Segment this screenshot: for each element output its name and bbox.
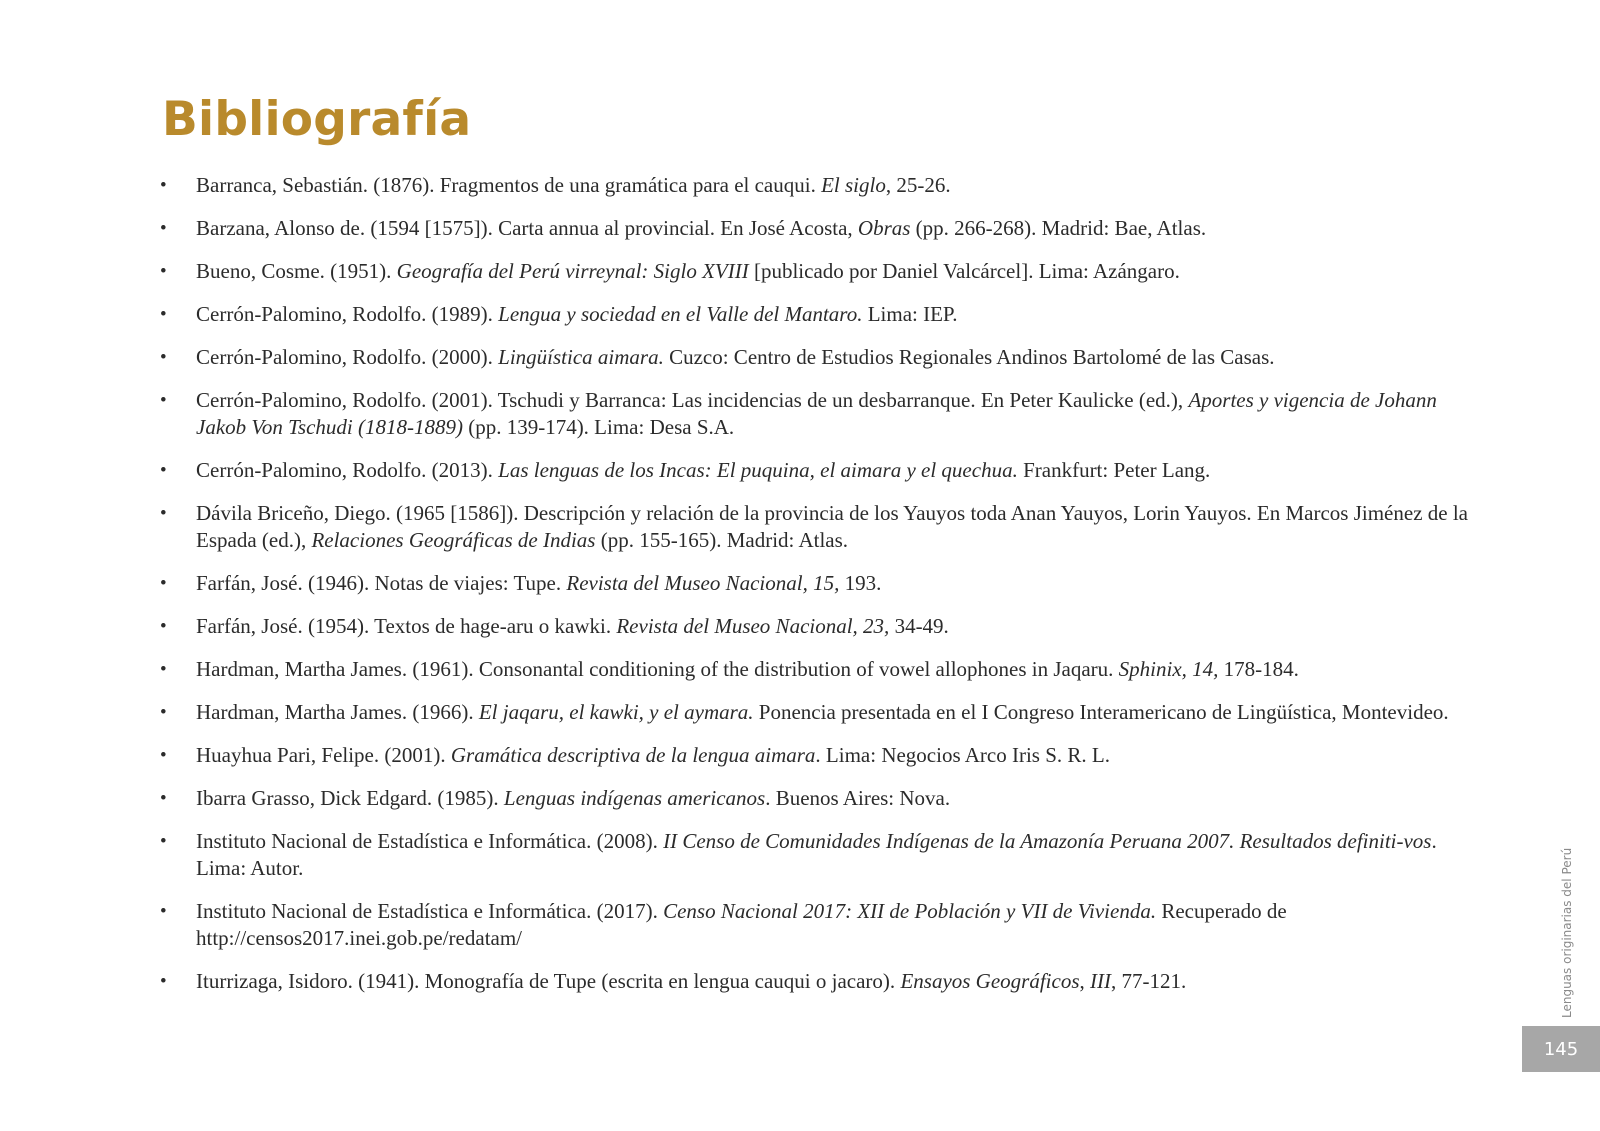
entry-text: Barzana, Alonso de. (1594 [1575]). Carta annua al provincial. En José Acosta, [196, 216, 858, 240]
bibliography-entry [160, 656, 1480, 683]
entry-title-italic: Gramática descriptiva de la lengua aimara [450, 743, 816, 767]
entry-text: Farfán, José. (1954). Textos de hage-aru o kawki. [196, 614, 617, 638]
entry-text: . Lima: Negocios Arco Iris S. R. L. [815, 743, 1110, 767]
entry-title-italic: III [1090, 969, 1111, 993]
bullet-icon: • [160, 503, 167, 524]
entry-text: Frankfurt: Peter Lang. [1017, 458, 1211, 482]
entry-title-italic: II Censo de Comunidades Indígenas de la Amazonía Peruana 2007. Resultados definiti-vos [663, 829, 1432, 853]
bullet-icon: • [160, 616, 167, 637]
entry-text: (pp. 139-174). Lima: Desa S.A. [462, 415, 735, 439]
entry-text: Farfán, José. (1946). Notas de viajes: Tupe. [196, 571, 567, 595]
entry-text: . Lima: Autor. [196, 829, 1437, 880]
bibliography-entry [160, 301, 1480, 328]
bullet-icon: • [160, 901, 167, 922]
entry-title-italic: Lingüística aimara. [498, 345, 664, 369]
entry-text: Instituto Nacional de Estadística e Informática. (2017). [196, 899, 664, 923]
entry-text: Lima: IEP. [862, 302, 958, 326]
entry-text: Cerrón-Palomino, Rodolfo. (2001). Tschudi y Barranca: Las incidencias de un desbarranque. En Peter Kaulicke (ed.), [196, 388, 1189, 412]
bullet-icon: • [160, 304, 167, 325]
entry-title-italic: Geografía del Perú virreynal: Siglo XVIII [396, 259, 749, 283]
bullet-icon: • [160, 460, 167, 481]
entry-title-italic: Relaciones Geográficas de Indias [311, 528, 596, 552]
bullet-icon: • [160, 788, 167, 809]
entry-title-italic: Revista del Museo Nacional, 15, [566, 571, 840, 595]
entry-title-italic: Lenguas indígenas americanos [503, 786, 766, 810]
page-title: Bibliografía [162, 92, 472, 147]
entry-text: , 77-121. [1111, 969, 1187, 993]
entry-text: Iturrizaga, Isidoro. (1941). Monografía de Tupe (escrita en lengua cauqui o jacaro). [196, 969, 901, 993]
entry-title-italic: Lengua y sociedad en el Valle del Mantaro. [498, 302, 863, 326]
entry-text: Hardman, Martha James. (1961). Consonantal conditioning of the distribution of vowel allophones in Jaqaru. [196, 657, 1119, 681]
entry-text: Recuperado de http://censos2017.inei.gob.pe/redatam/ [196, 899, 1287, 950]
bibliography-entry [160, 785, 1480, 812]
bullet-icon: • [160, 175, 167, 196]
entry-text: (pp. 266-268). Madrid: Bae, Atlas. [910, 216, 1207, 240]
entry-text: 178-184. [1218, 657, 1299, 681]
entry-title-italic: Censo Nacional 2017: XII de Población y VII de Vivienda. [663, 899, 1157, 923]
bullet-icon: • [160, 261, 167, 282]
bullet-icon: • [160, 659, 167, 680]
entry-text: Cerrón-Palomino, Rodolfo. (1989). [196, 302, 499, 326]
entry-title-italic: Obras [857, 216, 911, 240]
entry-text: Instituto Nacional de Estadística e Informática. (2008). [196, 829, 664, 853]
entry-text: , [1079, 969, 1091, 993]
bibliography-entry [160, 500, 1480, 554]
page-number: 145 [1543, 1038, 1579, 1060]
bibliography-entry [160, 387, 1480, 441]
bullet-icon: • [160, 745, 167, 766]
entry-title-italic: Las lenguas de los Incas: El puquina, el aimara y el quechua. [498, 458, 1018, 482]
entry-text: . Buenos Aires: Nova. [765, 786, 951, 810]
entry-title-italic: El siglo [821, 173, 886, 197]
entry-text: Dávila Briceño, Diego. (1965 [1586]). Descripción y relación de la provincia de los Yauyos toda Anan Yauyos, Lorin Yauyos. En Marcos Jiménez de la Espada (ed.), [196, 501, 1468, 552]
bullet-icon: • [160, 390, 167, 411]
entry-text: Hardman, Martha James. (1966). [196, 700, 479, 724]
entry-title-italic: El jaqaru, el kawki, y el aymara. [478, 700, 754, 724]
entry-text: Cuzco: Centro de Estudios Regionales Andinos Bartolomé de las Casas. [663, 345, 1275, 369]
bullet-icon: • [160, 218, 167, 239]
entry-title-italic: Aportes y vigencia de Johann Jakob Von Tschudi (1818-1889) [196, 388, 1437, 439]
bibliography-entry [160, 699, 1480, 726]
entry-text: Ponencia presentada en el I Congreso Interamericano de Lingüística, Montevideo. [753, 700, 1449, 724]
entry-title-italic: Sphinix, 14, [1118, 657, 1219, 681]
entry-text: Ibarra Grasso, Dick Edgard. (1985). [196, 786, 504, 810]
bibliography-entry [160, 215, 1480, 242]
bibliography-entry [160, 828, 1480, 882]
bibliography-entry [160, 570, 1480, 597]
entry-text: (pp. 155-165). Madrid: Atlas. [595, 528, 849, 552]
entry-text: 193. [839, 571, 882, 595]
entry-text: 34-49. [889, 614, 949, 638]
bibliography-entry [160, 898, 1480, 952]
bullet-icon: • [160, 347, 167, 368]
bibliography-entry [160, 968, 1480, 995]
entry-title-italic: Revista del Museo Nacional, 23, [616, 614, 890, 638]
bullet-icon: • [160, 971, 167, 992]
bullet-icon: • [160, 702, 167, 723]
bibliography-entry [160, 742, 1480, 769]
running-header-label: Lenguas originarias del Perú [1560, 847, 1574, 1018]
entry-text: Bueno, Cosme. (1951). [196, 259, 397, 283]
bullet-icon: • [160, 831, 167, 852]
entry-text: [publicado por Daniel Valcárcel]. Lima: Azángaro. [748, 259, 1180, 283]
entry-text: Cerrón-Palomino, Rodolfo. (2000). [196, 345, 499, 369]
bibliography-entry [160, 457, 1480, 484]
entry-text: Barranca, Sebastián. (1876). Fragmentos de una gramática para el cauqui. [196, 173, 822, 197]
entry-text: , 25-26. [885, 173, 951, 197]
bullet-icon: • [160, 573, 167, 594]
bibliography-entry [160, 613, 1480, 640]
bibliography-entry [160, 172, 1480, 199]
entry-text: Cerrón-Palomino, Rodolfo. (2013). [196, 458, 499, 482]
bibliography-entry [160, 258, 1480, 285]
bibliography-list [160, 172, 1480, 1011]
entry-text: Huayhua Pari, Felipe. (2001). [196, 743, 451, 767]
entry-title-italic: Ensayos Geográficos [900, 969, 1080, 993]
bibliography-entry [160, 344, 1480, 371]
page-number-box [1522, 1026, 1600, 1072]
